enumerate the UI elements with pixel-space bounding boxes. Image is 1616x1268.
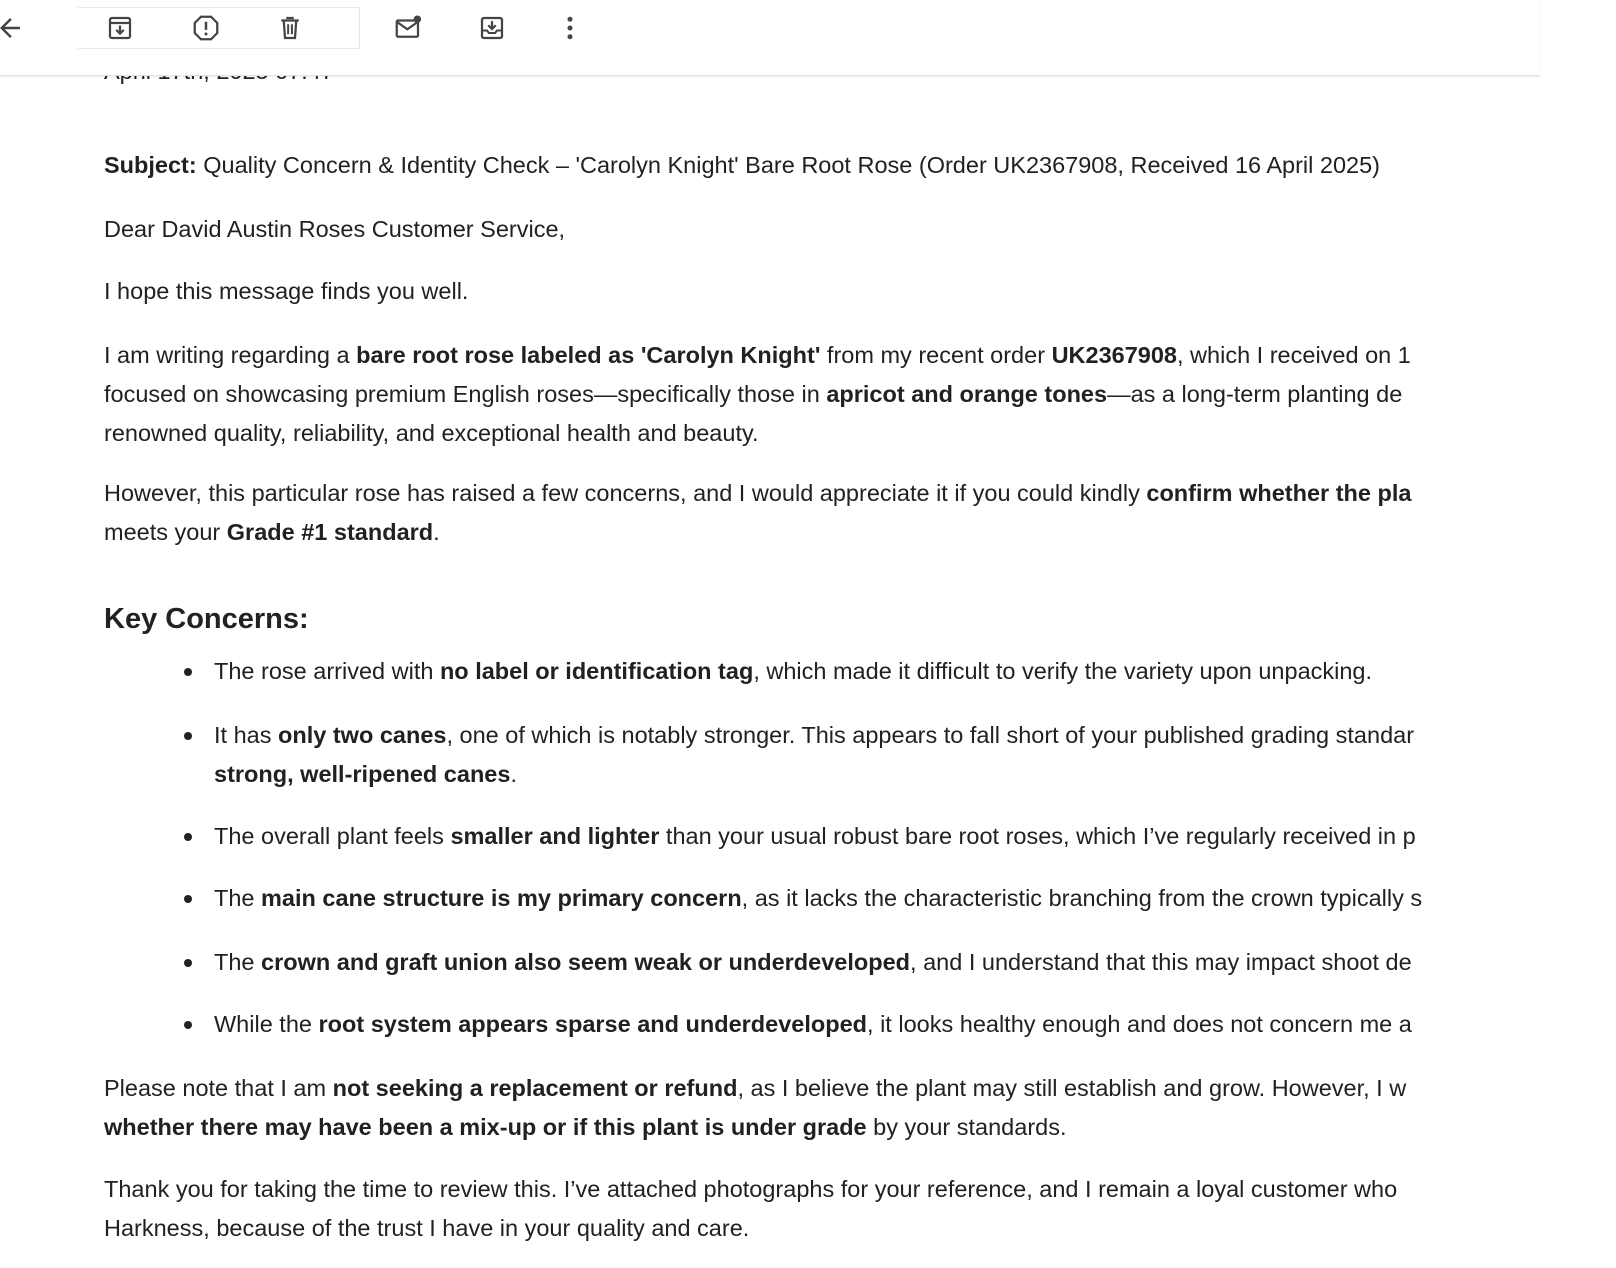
text: Thank you for taking the time to review this. I’ve attached photographs for your reference, and I remain a loyal customer who — [104, 1176, 1398, 1202]
key-concerns-heading: Key Concerns: — [104, 603, 309, 635]
text: , as I believe the plant may still establish and grow. However, I w — [737, 1075, 1407, 1101]
text-bold: smaller and lighter — [450, 823, 660, 849]
text: , and I understand that this may impact shoot de — [910, 949, 1412, 975]
paragraph-concerns-intro — [104, 474, 1411, 552]
text: . — [433, 519, 440, 545]
text: , as it lacks the characteristic branching from the crown typically s — [741, 885, 1423, 911]
text-bold: not seeking a replacement or refund — [332, 1075, 738, 1101]
list-item — [214, 817, 1416, 856]
paragraph-intro — [104, 336, 1411, 453]
text: , one of which is notably stronger. This appears to fall short of your published grading standar — [446, 722, 1415, 748]
email-greeting: Dear David Austin Roses Customer Service, — [104, 216, 566, 242]
text: than your usual robust bare root roses, which I’ve regularly received in p — [659, 823, 1416, 849]
list-item — [214, 652, 1372, 691]
mark-unread-icon[interactable] — [388, 8, 428, 48]
text-bold: crown and graft union also seem weak or underdeveloped — [261, 949, 911, 975]
text-bold: main cane structure is my primary concern — [261, 885, 742, 911]
text-bold: root system appears sparse and underdeveloped — [318, 1011, 868, 1037]
list-item — [214, 943, 1412, 982]
delete-icon[interactable] — [270, 8, 310, 48]
text: The overall plant feels — [214, 823, 451, 849]
more-vert-icon[interactable] — [550, 8, 590, 48]
list-item — [214, 1005, 1412, 1044]
text: Harkness, because of the trust I have in your quality and care. — [104, 1215, 750, 1241]
text: . — [510, 761, 517, 787]
back-arrow-icon[interactable] — [0, 8, 30, 48]
text-bold: whether there may have been a mix-up or if this plant is under grade — [104, 1114, 867, 1140]
email-subject — [104, 146, 1380, 185]
move-to-icon[interactable] — [472, 8, 512, 48]
email-toolbar — [0, 0, 1540, 76]
text: —as a long-term planting de — [1107, 381, 1403, 407]
text: I am writing regarding a — [104, 342, 357, 368]
text-bold: no label or identification tag — [439, 658, 754, 684]
text-bold: apricot and orange tones — [826, 381, 1108, 407]
text: , which I received on 1 — [1177, 342, 1411, 368]
text-bold: strong, well-ripened canes — [214, 761, 511, 787]
text: meets your — [104, 519, 227, 545]
report-spam-icon[interactable] — [186, 8, 226, 48]
text-bold: Grade #1 standard — [226, 519, 434, 545]
list-item — [214, 716, 1414, 794]
email-body — [104, 76, 1540, 1268]
text: from my recent order — [820, 342, 1052, 368]
text-bold: only two canes — [278, 722, 447, 748]
text: The rose arrived with — [214, 658, 440, 684]
archive-icon[interactable] — [100, 8, 140, 48]
text: renowned quality, reliability, and exceptional health and beauty. — [104, 420, 759, 446]
order-number: UK2367908 — [1051, 342, 1177, 368]
text: The — [214, 949, 262, 975]
text: by your standards. — [866, 1114, 1067, 1140]
list-item — [214, 879, 1422, 918]
text: The — [214, 885, 262, 911]
text: , which made it difficult to verify the variety upon unpacking. — [753, 658, 1373, 684]
subject-label: Subject: — [104, 152, 197, 178]
text: While the — [214, 1011, 319, 1037]
paragraph-closing — [104, 1170, 1397, 1248]
text: focused on showcasing premium English roses—specifically those in — [104, 381, 827, 407]
text: It has — [214, 722, 279, 748]
text: However, this particular rose has raised a few concerns, and I would appreciate it if you could kindly — [104, 480, 1147, 506]
paragraph-request — [104, 1069, 1406, 1147]
text-bold: bare root rose labeled as 'Carolyn Knight' — [356, 342, 821, 368]
text-bold: confirm whether the pla — [1146, 480, 1412, 506]
email-opener: I hope this message finds you well. — [104, 278, 469, 304]
text: Please note that I am — [104, 1075, 333, 1101]
text: , it looks healthy enough and does not concern me a — [867, 1011, 1412, 1037]
subject-text: Quality Concern & Identity Check – 'Carolyn Knight' Bare Root Rose (Order UK2367908, Received 16 April 2025) — [196, 152, 1381, 178]
